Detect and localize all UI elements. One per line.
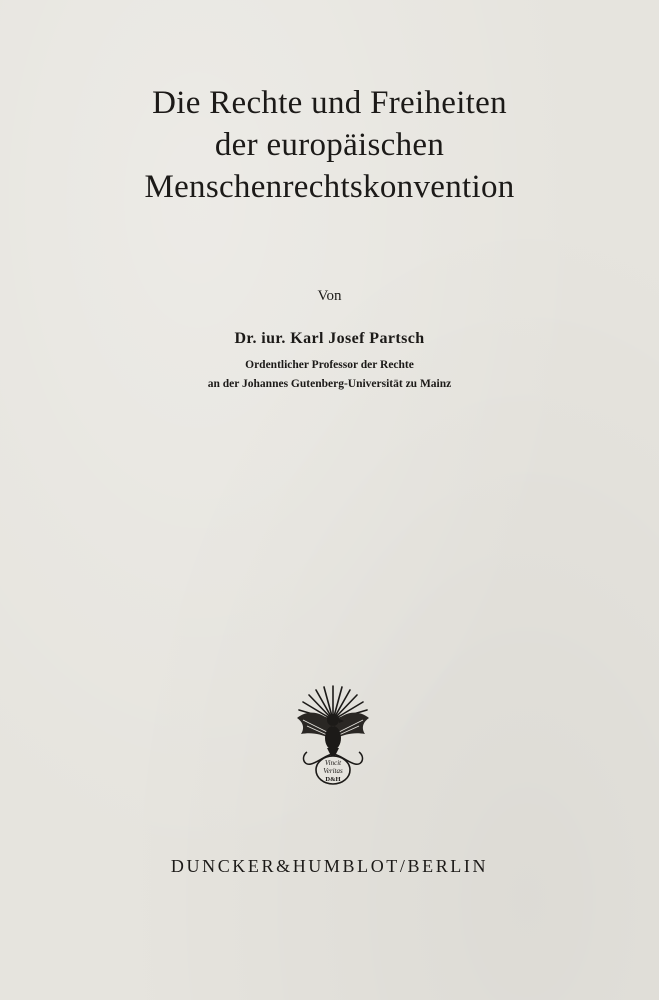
affiliation-line-2: an der Johannes Gutenberg-Universität zu Mainz [207, 378, 452, 390]
publisher-imprint: DUNCKER&HUMBLOT/BERLIN [170, 856, 489, 876]
eagle-emblem-icon [293, 680, 373, 790]
logo-motto-2: Veritas [323, 767, 343, 775]
affiliation-line-1: Ordentlicher Professor der Rechte [245, 359, 414, 371]
title-line-2: der europäischen [214, 127, 445, 163]
byline: Von [317, 288, 342, 304]
book-title [0, 82, 659, 208]
author-affiliation [0, 356, 659, 394]
title-line-3: Menschenrechtskonvention [144, 169, 515, 205]
title-line-1: Die Rechte und Freiheiten [152, 85, 507, 121]
logo-initials: D&H [325, 776, 341, 783]
logo-motto-1: Vincit [324, 759, 342, 767]
author-name: Dr. iur. Karl Josef Partsch [234, 330, 425, 347]
